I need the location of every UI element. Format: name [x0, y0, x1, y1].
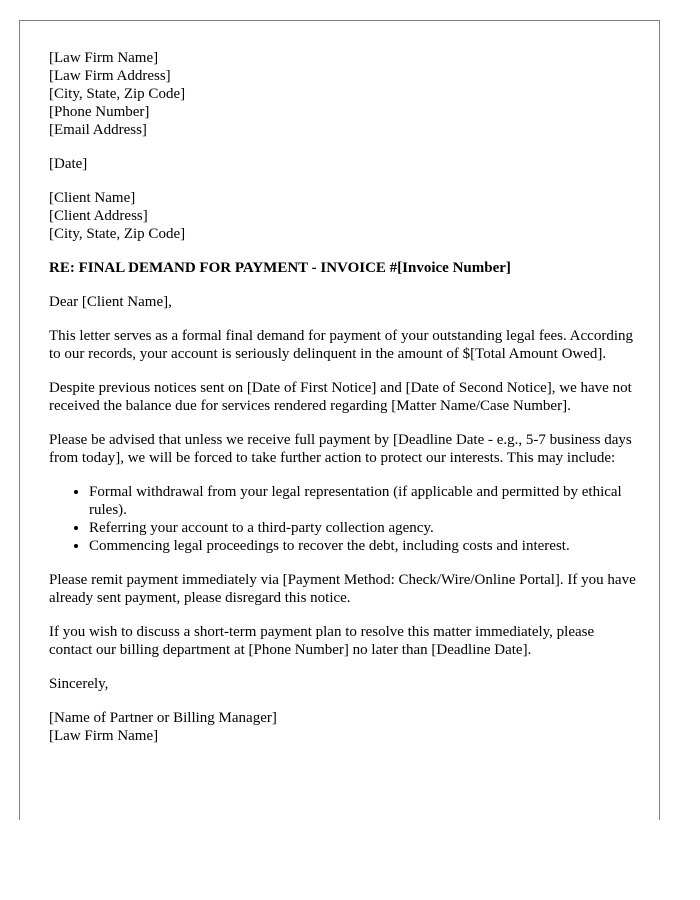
salutation: Dear [Client Name], [49, 294, 172, 310]
paragraph-previous-notices: Despite previous notices sent on [Date of First Notice] and [Date of Second Notice], we have not received the balance due for services rendered regarding [Matter Name/Case Number]. [49, 380, 632, 414]
letter-date: [Date] [49, 156, 88, 172]
letter-content [49, 49, 639, 761]
sender-firm-address: [Law Firm Address] [49, 68, 171, 84]
signature-block [49, 709, 639, 745]
recipient-city-state-zip: [City, State, Zip Code] [49, 226, 186, 242]
recipient-client-address: [Client Address] [49, 208, 148, 224]
recipient-block [49, 189, 639, 243]
paragraph-payment-plan: If you wish to discuss a short-term payment plan to resolve this matter immediately, please contact our billing department at [Phone Number] no later than [Deadline Date]. [49, 624, 595, 658]
list-item: • Commencing legal proceedings to recover the debt, including costs and interest. [89, 537, 639, 555]
subject-line: RE: FINAL DEMAND FOR PAYMENT - INVOICE #[Invoice Number] [49, 260, 511, 276]
closing: Sincerely, [49, 676, 109, 692]
letter-page [19, 20, 660, 820]
list-item: • Referring your account to a third-party collection agency. [89, 519, 639, 537]
actions-list [49, 483, 639, 555]
paragraph-remit-payment: Please remit payment immediately via [Payment Method: Check/Wire/Online Portal]. If you have already sent payment, please disregard this notice. [49, 572, 636, 606]
paragraph-formal-demand: This letter serves as a formal final demand for payment of your outstanding legal fees. According to our records, your account is seriously delinquent in the amount of $[Total Amount Owed]. [49, 328, 633, 362]
paragraph-deadline-warning: Please be advised that unless we receive full payment by [Deadline Date - e.g., 5-7 business days from today], we will be forced to take further action to protect our interests. This may include: [49, 432, 632, 466]
sender-firm-name: [Law Firm Name] [49, 50, 159, 66]
signature-name: [Name of Partner or Billing Manager] [49, 710, 277, 726]
list-item: • Formal withdrawal from your legal representation (if applicable and permitted by ethical rules). [89, 483, 639, 519]
signature-firm: [Law Firm Name] [49, 728, 159, 744]
sender-email: [Email Address] [49, 122, 147, 138]
sender-block [49, 49, 639, 139]
sender-city-state-zip: [City, State, Zip Code] [49, 86, 186, 102]
sender-phone: [Phone Number] [49, 104, 150, 120]
recipient-client-name: [Client Name] [49, 190, 136, 206]
